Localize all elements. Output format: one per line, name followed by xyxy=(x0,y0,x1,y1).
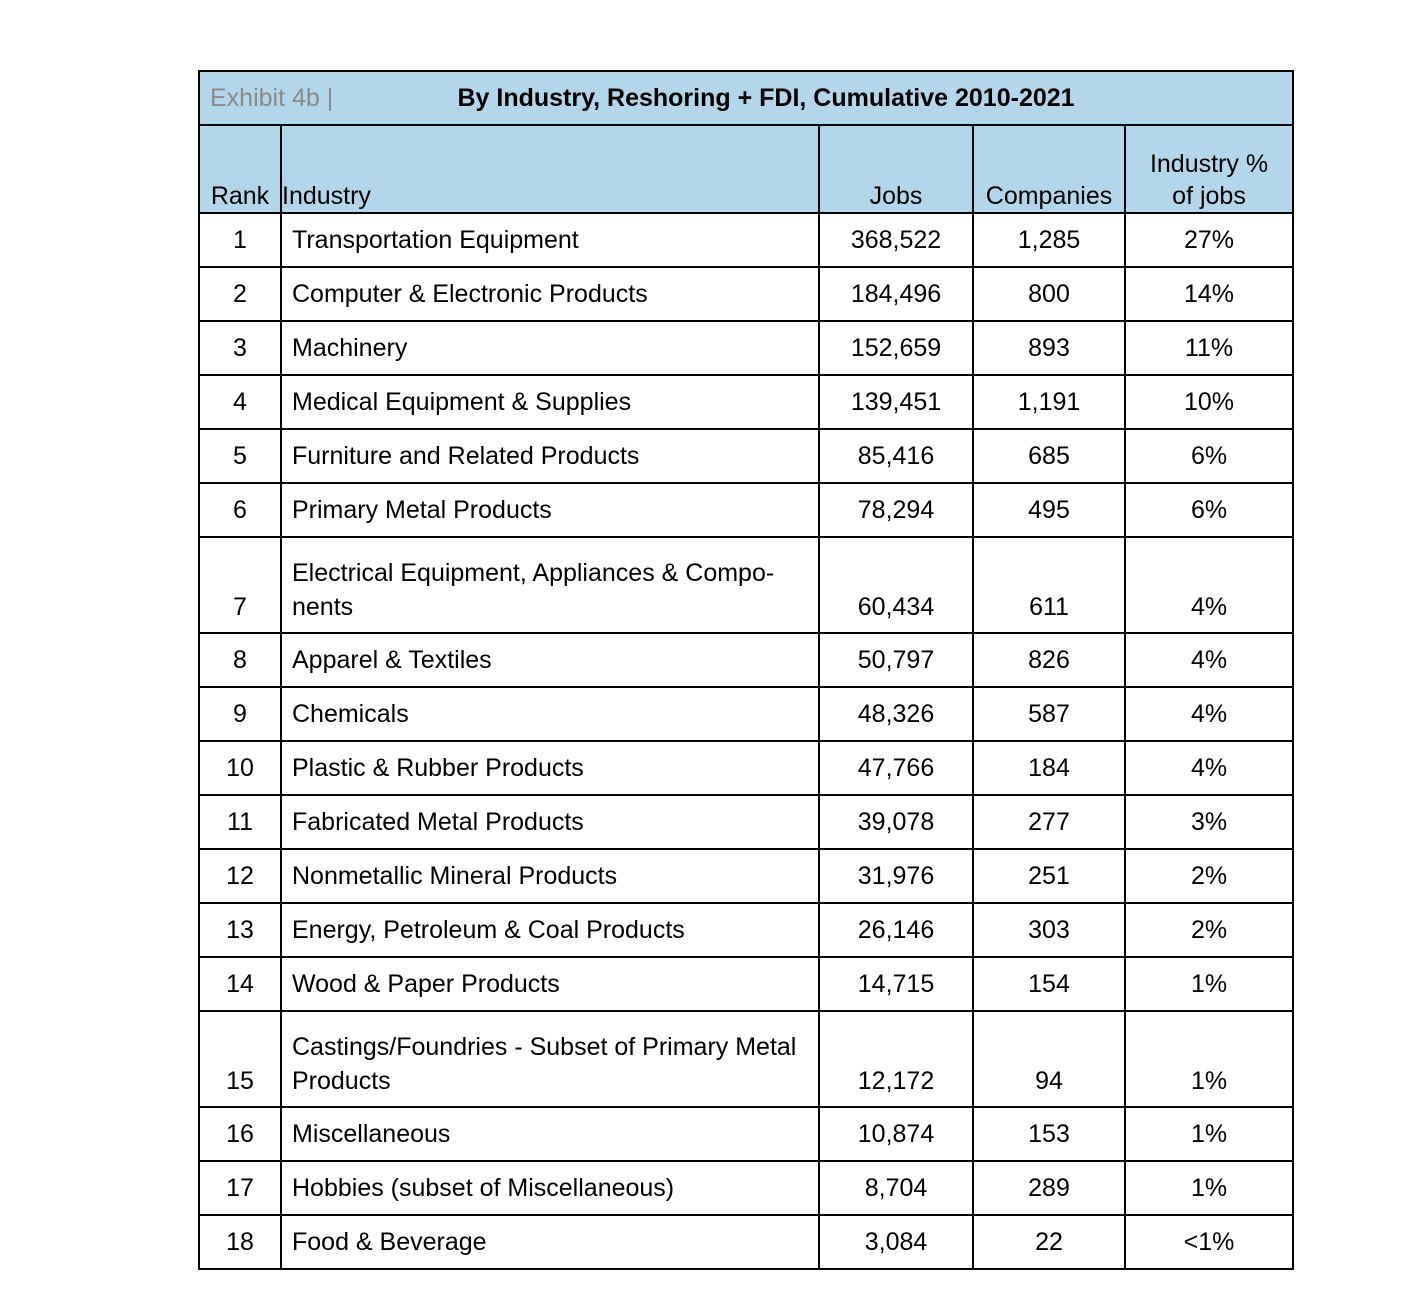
industry-cell: Medical Equipment & Supplies xyxy=(281,375,819,429)
industry-cell: Apparel & Textiles xyxy=(281,633,819,687)
industry-cell: Miscellaneous xyxy=(281,1107,819,1161)
jobs-cell: 50,797 xyxy=(819,633,973,687)
table-row xyxy=(199,849,1293,903)
companies-cell: 251 xyxy=(973,849,1125,903)
jobs-cell: 184,496 xyxy=(819,267,973,321)
jobs-cell: 139,451 xyxy=(819,375,973,429)
industry-share-cell: 14% xyxy=(1125,267,1293,321)
jobs-cell: 8,704 xyxy=(819,1161,973,1215)
jobs-cell: 10,874 xyxy=(819,1107,973,1161)
rank-cell: 10 xyxy=(199,741,281,795)
jobs-cell: 3,084 xyxy=(819,1215,973,1269)
jobs-cell: 14,715 xyxy=(819,957,973,1011)
industry-cell: Hobbies (subset of Miscellaneous) xyxy=(281,1161,819,1215)
exhibit-label: Exhibit 4b | xyxy=(210,84,334,112)
rank-cell: 1 xyxy=(199,213,281,267)
industry-cell: Furniture and Related Products xyxy=(281,429,819,483)
jobs-cell: 48,326 xyxy=(819,687,973,741)
jobs-cell: 12,172 xyxy=(819,1011,973,1107)
rank-cell: 8 xyxy=(199,633,281,687)
industry-share-cell: 3% xyxy=(1125,795,1293,849)
rank-cell: 15 xyxy=(199,1011,281,1107)
industry-share-cell: 2% xyxy=(1125,849,1293,903)
table-row xyxy=(199,429,1293,483)
companies-cell: 303 xyxy=(973,903,1125,957)
companies-cell: 826 xyxy=(973,633,1125,687)
industry-share-cell: 4% xyxy=(1125,537,1293,633)
exhibit-title-row xyxy=(199,71,1293,125)
companies-cell: 289 xyxy=(973,1161,1125,1215)
industry-share-cell: 4% xyxy=(1125,687,1293,741)
industry-cell: Energy, Petroleum & Coal Products xyxy=(281,903,819,957)
companies-cell: 154 xyxy=(973,957,1125,1011)
industry-cell: Nonmetallic Mineral Products xyxy=(281,849,819,903)
rank-cell: 4 xyxy=(199,375,281,429)
companies-cell: 495 xyxy=(973,483,1125,537)
table-row xyxy=(199,957,1293,1011)
table-row xyxy=(199,1011,1293,1107)
table-row xyxy=(199,267,1293,321)
rank-cell: 9 xyxy=(199,687,281,741)
exhibit-title-cell xyxy=(199,71,1293,125)
industry-share-cell: 10% xyxy=(1125,375,1293,429)
industry-share-cell: 27% xyxy=(1125,213,1293,267)
rank-cell: 16 xyxy=(199,1107,281,1161)
table-row xyxy=(199,375,1293,429)
table-row xyxy=(199,483,1293,537)
table-row xyxy=(199,1161,1293,1215)
industry-share-cell: 4% xyxy=(1125,633,1293,687)
jobs-cell: 85,416 xyxy=(819,429,973,483)
industry-cell: Wood & Paper Products xyxy=(281,957,819,1011)
rank-cell: 13 xyxy=(199,903,281,957)
column-header-jobs: Jobs xyxy=(819,125,973,213)
companies-cell: 800 xyxy=(973,267,1125,321)
industry-cell: Food & Beverage xyxy=(281,1215,819,1269)
industry-share-cell: 2% xyxy=(1125,903,1293,957)
column-header-industry-share xyxy=(1125,125,1293,213)
industry-table xyxy=(198,70,1294,1270)
column-header-industry-share-line-2: of jobs xyxy=(1172,182,1246,210)
companies-cell: 685 xyxy=(973,429,1125,483)
rank-cell: 17 xyxy=(199,1161,281,1215)
companies-cell: 893 xyxy=(973,321,1125,375)
industry-share-cell: 1% xyxy=(1125,1107,1293,1161)
jobs-cell: 39,078 xyxy=(819,795,973,849)
industry-cell: Fabricated Metal Products xyxy=(281,795,819,849)
table-row xyxy=(199,537,1293,633)
table-body xyxy=(199,213,1293,1269)
industry-cell: Castings/Foundries - Subset of Primary Metal Products xyxy=(281,1011,819,1107)
industry-share-cell: 6% xyxy=(1125,483,1293,537)
table-row xyxy=(199,741,1293,795)
industry-cell: Primary Metal Products xyxy=(281,483,819,537)
column-header-row xyxy=(199,125,1293,213)
jobs-cell: 26,146 xyxy=(819,903,973,957)
table-row xyxy=(199,213,1293,267)
industry-share-cell: 4% xyxy=(1125,741,1293,795)
table-row xyxy=(199,1107,1293,1161)
companies-cell: 22 xyxy=(973,1215,1125,1269)
industry-cell: Transportation Equipment xyxy=(281,213,819,267)
companies-cell: 1,191 xyxy=(973,375,1125,429)
jobs-cell: 31,976 xyxy=(819,849,973,903)
jobs-cell: 47,766 xyxy=(819,741,973,795)
exhibit-title: By Industry, Reshoring + FDI, Cumulative 2010-2021 xyxy=(457,84,1075,112)
industry-share-cell: 1% xyxy=(1125,1011,1293,1107)
rank-cell: 2 xyxy=(199,267,281,321)
industry-share-cell: 1% xyxy=(1125,1161,1293,1215)
rank-cell: 5 xyxy=(199,429,281,483)
rank-cell: 6 xyxy=(199,483,281,537)
rank-cell: 18 xyxy=(199,1215,281,1269)
jobs-cell: 60,434 xyxy=(819,537,973,633)
table-row xyxy=(199,321,1293,375)
industry-cell: Computer & Electronic Products xyxy=(281,267,819,321)
companies-cell: 1,285 xyxy=(973,213,1125,267)
column-header-industry-share-line-1: Industry % xyxy=(1149,150,1269,178)
column-header-rank: Rank xyxy=(199,125,281,213)
companies-cell: 153 xyxy=(973,1107,1125,1161)
table-row xyxy=(199,1215,1293,1269)
table-row xyxy=(199,903,1293,957)
companies-cell: 587 xyxy=(973,687,1125,741)
rank-cell: 12 xyxy=(199,849,281,903)
jobs-cell: 368,522 xyxy=(819,213,973,267)
column-header-industry: Industry xyxy=(281,125,819,213)
industry-share-cell: 6% xyxy=(1125,429,1293,483)
rank-cell: 14 xyxy=(199,957,281,1011)
industry-share-cell: 11% xyxy=(1125,321,1293,375)
industry-cell: Electrical Equipment, Appliances & Compo-nents xyxy=(281,537,819,633)
companies-cell: 277 xyxy=(973,795,1125,849)
table-row xyxy=(199,633,1293,687)
companies-cell: 611 xyxy=(973,537,1125,633)
industry-share-cell: <1% xyxy=(1125,1215,1293,1269)
jobs-cell: 152,659 xyxy=(819,321,973,375)
column-header-companies: Companies xyxy=(973,125,1125,213)
rank-cell: 3 xyxy=(199,321,281,375)
companies-cell: 94 xyxy=(973,1011,1125,1107)
industry-cell: Chemicals xyxy=(281,687,819,741)
rank-cell: 11 xyxy=(199,795,281,849)
industry-share-cell: 1% xyxy=(1125,957,1293,1011)
table-row xyxy=(199,687,1293,741)
industry-cell: Plastic & Rubber Products xyxy=(281,741,819,795)
rank-cell: 7 xyxy=(199,537,281,633)
jobs-cell: 78,294 xyxy=(819,483,973,537)
industry-cell: Machinery xyxy=(281,321,819,375)
table-row xyxy=(199,795,1293,849)
companies-cell: 184 xyxy=(973,741,1125,795)
